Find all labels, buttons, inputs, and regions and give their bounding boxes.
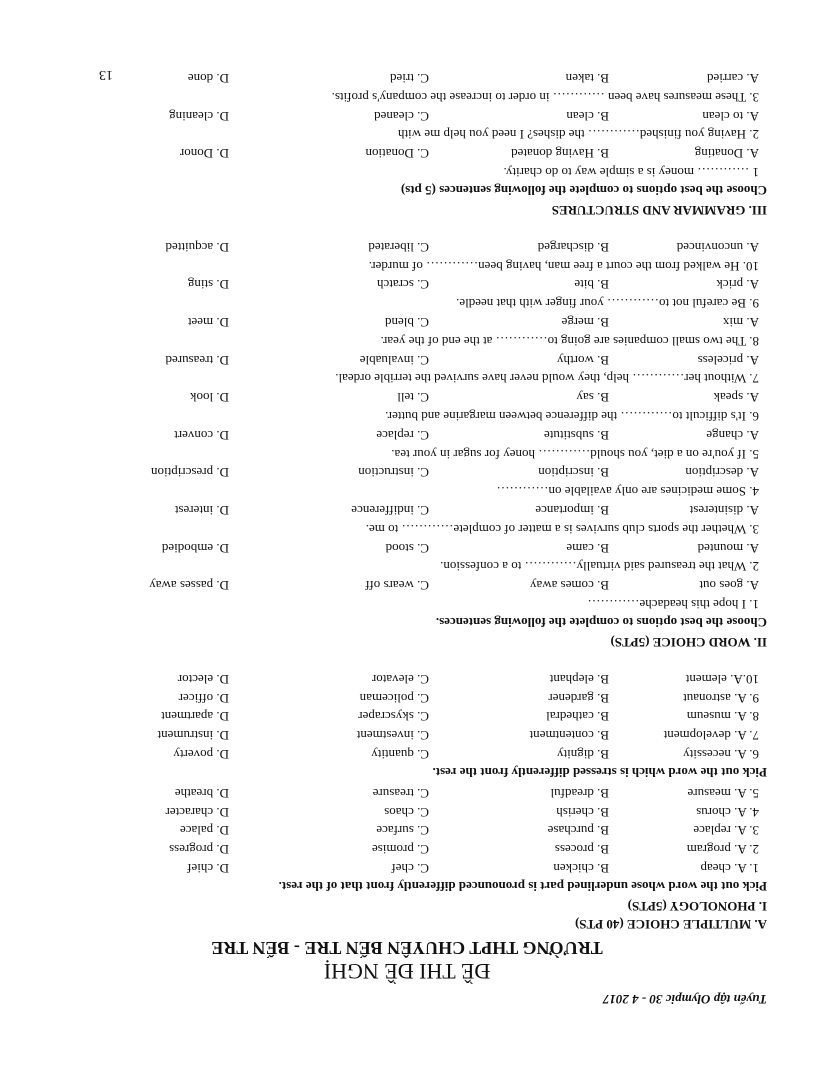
option-row [47,68,767,87]
option-d: D. palace [179,823,229,839]
option-b: B. bite [574,277,609,293]
grammar-list [47,68,767,181]
grammar-instruction: Choose the best options to complete the following sentences (5 pts) [400,183,767,199]
option-b: B. dreadful [550,785,609,801]
option-a: 3. A. replace [693,823,759,839]
option-c: C. chaos [384,804,429,820]
option-b: B. substitute [543,427,609,443]
stress-instruction: Pick out the word which is stressed differently front the rest. [432,765,767,781]
document-content [47,68,767,1007]
option-b: B. process [554,842,609,858]
option-row [47,275,767,294]
option-a: 6. A. necessity [683,747,759,763]
option-b: B. comes away [529,578,609,594]
question [47,350,767,388]
option-c: C. indifference [351,503,429,519]
option-c: C. liberated [368,239,429,255]
question-stem: 10. He walked from the court a free man, having been………… of murder. [368,258,759,274]
question-stem: 1 ………… money is a simple way to do charity. [503,165,759,181]
question-stem: 5. If you're on a diet, you should………… honey for sugar in your tea. [391,446,759,462]
question-row [47,858,767,877]
option-a: A. priceless [697,352,759,368]
option-b: B. contentment [529,728,609,744]
question-row [47,688,767,707]
question [47,68,767,106]
option-row [47,387,767,406]
option-row [47,144,767,163]
option-a: A. change [706,427,759,443]
option-b: B. cherish [556,804,609,820]
question-stem: 2. What the treasured said virtually………… to a confession. [440,559,759,575]
question [47,500,767,538]
option-d: D. passes away [149,578,229,594]
option-b: B. say [576,390,609,406]
question [47,387,767,425]
option-row [47,350,767,369]
option-a: A. mix [722,315,759,331]
option-d: D. interest [174,503,229,519]
option-d: D. convert [174,427,229,443]
option-a: 4. A. chorus [696,804,759,820]
question-stem: 3. Whether the sports club survives is a matter of complete………… to me. [365,521,759,537]
option-c: C. promise [371,842,429,858]
option-c: C. Donation [365,146,429,162]
question-stem: 4. Some medicines are only available on………… [496,484,759,500]
spacer [47,651,767,669]
question-row [47,821,767,840]
question-row [47,783,767,802]
option-c: C. invaluable [359,352,429,368]
word-choice-list [47,237,767,613]
option-b: B. worthy [557,352,609,368]
option-c: C. cleaned [374,108,429,124]
option-c: C. scratch [377,277,429,293]
option-a: A. description [685,465,759,481]
option-b: B. cathedral [546,709,609,725]
option-c: C. surface [376,823,429,839]
question-row [47,802,767,821]
option-c: C. skyscraper [358,709,429,725]
option-c: C. investment [356,728,429,744]
question-row [47,707,767,726]
option-c: C. replace [376,427,429,443]
exam-title: ĐỀ THI ĐỀ NGHỊ [323,959,491,984]
option-a: A. speak [713,390,759,406]
option-c: C. policeman [359,690,429,706]
phonology-instruction: Pick out the word whose underlined part is pronounced differently front that of the rest. [278,879,767,894]
option-c: C. instruction [358,465,429,481]
option-d: D. breathe [174,785,229,801]
question [47,538,767,576]
option-d: D. instrument [157,728,229,744]
word-choice-instruction: Choose the best options to complete the following sentences. [435,615,767,631]
phonology-list [47,783,767,877]
phonology-heading: I. PHONOLOGY (5PTS) [627,899,767,914]
question [47,144,767,182]
option-a: A. unconvinced [676,239,759,255]
option-b: B. purchase [547,823,609,839]
option-d: D. Donor [179,146,229,162]
option-b: B. gardener [548,690,609,706]
option-a: A. prick [716,277,759,293]
question [47,275,767,313]
option-d: D. progress [169,842,229,858]
option-b: B. clean [566,108,609,124]
option-a: 7. A. development [663,728,759,744]
page-number: 13 [99,67,113,82]
option-row [47,500,767,519]
question-stem: 9. Be careful not to………… your finger with that needle. [456,296,759,312]
option-d: D. apartment [161,709,229,725]
option-b: B. inscription [538,465,609,481]
question [47,106,767,144]
option-row [47,538,767,557]
option-c: C. quantity [371,747,429,763]
question-stem: 2. Having you finished………… the dishes? I need you help me with [397,127,759,143]
school-name: TRƯỜNG THPT CHUYÊN BẾN TRE - BẾN TRE [211,938,603,958]
option-d: D. character [165,804,229,820]
option-row [47,463,767,482]
option-b: B. merge [561,315,609,331]
option-d: D. embodied [161,540,229,556]
option-b: B. importance [535,503,609,519]
question-row [47,669,767,688]
question-stem: 6. It's difficult to………… the difference between margarine and butter. [385,409,759,425]
option-d: D. chief [187,861,229,876]
option-c: C. tell [397,390,429,406]
option-b: B. chicken [553,861,609,876]
option-c: C. chef [391,861,429,876]
option-c: C. elevator [371,671,429,687]
option-b: B. dignity [556,747,609,763]
question [47,425,767,463]
question-stem: 1. I hope this headache………… [587,597,759,613]
question-row [47,839,767,858]
option-b: B. Having donated [511,146,609,162]
option-d: D. cleaning [169,108,229,124]
option-c: C. wears off [365,578,429,594]
option-d: D. treasured [165,352,229,368]
option-d: D. officer [178,690,229,706]
question-stem: 7. Without her………… help, they would never have survived the terrible ordeal. [335,371,759,387]
option-b: B. taken [565,71,609,87]
question-row [47,744,767,763]
question [47,463,767,501]
option-a: 1. A. cheap [700,861,759,876]
option-a: 8. A. museum [686,709,759,725]
question-stem: 8. The two small companies are going to………… at the end of the year. [380,333,759,349]
option-a: 9. A. astronaut [683,690,759,706]
word-choice-heading: II. WORD CHOICE (5PTS) [610,635,767,651]
book-header: Tuyển tập Olympic 30 - 4 2017 [602,992,767,1007]
question [47,237,767,275]
option-row [47,575,767,594]
option-c: C. treasure [372,785,429,801]
option-a: 10.A. element [685,671,759,687]
option-row [47,106,767,125]
option-a: A. Donating [694,146,759,162]
option-a: A. mounted [697,540,759,556]
option-c: C. blend [384,315,429,331]
grammar-heading: III. GRAMMAR AND STRUCTURES [551,203,767,219]
question-stem: 3. These measures have been ………… in order to increase the company's profits. [331,89,759,105]
option-c: C. stood [385,540,429,556]
part-a-heading: A. MULTIPLE CHOICE (40 PTS) [574,917,767,932]
question-row [47,725,767,744]
option-a: 2. A. program [686,842,759,858]
option-d: D. elector [177,671,229,687]
option-row [47,312,767,331]
option-d: D. sting [187,277,229,293]
question [47,575,767,613]
option-a: 5. A. measure [687,785,759,801]
stress-list [47,669,767,763]
option-a: A. to clean [702,108,759,124]
option-a: A. disinterest [689,503,759,519]
option-d: D. poverty [173,747,229,763]
option-b: B. came [566,540,609,556]
option-c: C. tried [390,71,429,87]
question [47,312,767,350]
option-d: D. prescription [151,465,229,481]
option-d: D. acquitted [165,239,229,255]
option-a: A. carried [707,71,759,87]
option-row [47,425,767,444]
option-d: D. look [190,390,229,406]
option-d: D. meet [187,315,229,331]
option-a: A. goes out [699,578,759,594]
option-b: B. discharged [537,239,609,255]
option-row [47,237,767,256]
spacer [47,219,767,237]
option-d: D. done [187,71,229,87]
option-b: B. elephant [549,671,609,687]
